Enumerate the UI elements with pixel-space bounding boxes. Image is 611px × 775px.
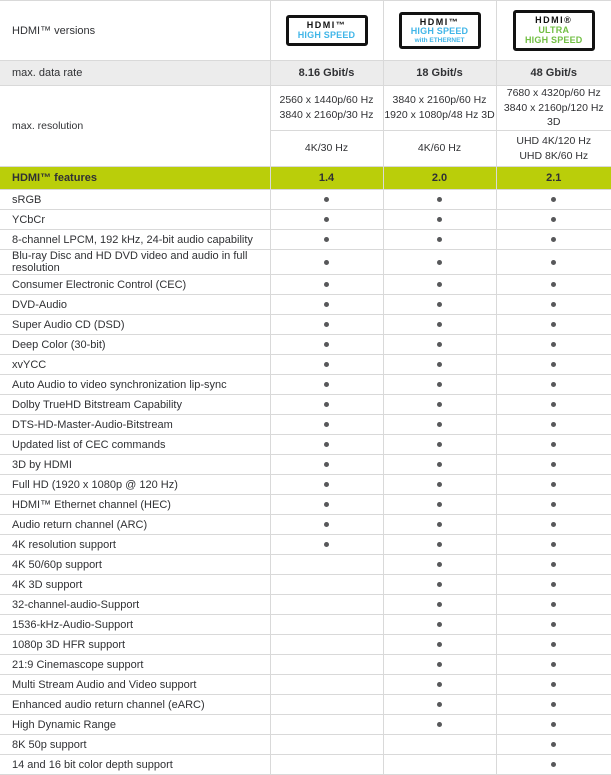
support-dot-icon xyxy=(437,542,442,547)
support-dot-icon xyxy=(324,322,329,327)
support-cell xyxy=(383,355,496,375)
feature-label: Blu-ray Disc and HD DVD video and audio in full resolution xyxy=(0,250,270,275)
support-cell xyxy=(496,275,611,295)
support-cell xyxy=(496,190,611,210)
support-cell xyxy=(496,695,611,715)
support-cell xyxy=(270,415,383,435)
features-body xyxy=(0,190,611,775)
support-dot-icon xyxy=(551,482,556,487)
support-dot-icon xyxy=(437,482,442,487)
data-rate-value: 18 Gbit/s xyxy=(383,61,496,86)
feature-label: Consumer Electronic Control (CEC) xyxy=(0,275,270,295)
support-cell xyxy=(383,495,496,515)
support-dot-icon xyxy=(551,582,556,587)
support-dot-icon xyxy=(551,502,556,507)
support-dot-icon xyxy=(324,542,329,547)
support-dot-icon xyxy=(551,642,556,647)
support-cell xyxy=(270,275,383,295)
feature-label: Audio return channel (ARC) xyxy=(0,515,270,535)
resolution-line: 3840 x 2160p/30 Hz xyxy=(271,108,383,123)
feature-row xyxy=(0,415,611,435)
support-dot-icon xyxy=(551,422,556,427)
badge-subline: with ETHERNET xyxy=(407,37,473,44)
version-value: 2.1 xyxy=(496,167,611,190)
support-dot-icon xyxy=(437,602,442,607)
support-dot-icon xyxy=(437,582,442,587)
feature-row xyxy=(0,495,611,515)
support-cell xyxy=(383,735,496,755)
support-cell xyxy=(270,295,383,315)
hdmi-logo: HDMI™ xyxy=(294,21,360,31)
feature-label: 32-channel-audio-Support xyxy=(0,595,270,615)
resolution-value xyxy=(496,131,611,167)
support-cell xyxy=(383,335,496,355)
feature-label: 3D by HDMI xyxy=(0,455,270,475)
support-cell xyxy=(383,655,496,675)
support-dot-icon xyxy=(437,642,442,647)
support-dot-icon xyxy=(324,482,329,487)
support-dot-icon xyxy=(437,722,442,727)
data-rate-value: 48 Gbit/s xyxy=(496,61,611,86)
support-dot-icon xyxy=(324,522,329,527)
feature-label: DTS-HD-Master-Audio-Bitstream xyxy=(0,415,270,435)
feature-row xyxy=(0,635,611,655)
data-rate-label: max. data rate xyxy=(0,61,270,86)
badge-line: ULTRA xyxy=(521,26,587,36)
support-dot-icon xyxy=(437,260,442,265)
feature-label: Auto Audio to video synchronization lip-sync xyxy=(0,375,270,395)
support-cell xyxy=(383,575,496,595)
support-cell xyxy=(270,675,383,695)
support-dot-icon xyxy=(551,742,556,747)
support-dot-icon xyxy=(551,622,556,627)
support-dot-icon xyxy=(437,362,442,367)
support-dot-icon xyxy=(437,682,442,687)
support-dot-icon xyxy=(551,662,556,667)
feature-label: xvYCC xyxy=(0,355,270,375)
support-cell xyxy=(383,190,496,210)
support-cell xyxy=(496,555,611,575)
feature-label: 4K 3D support xyxy=(0,575,270,595)
support-cell xyxy=(270,335,383,355)
support-cell xyxy=(496,455,611,475)
resolution-value xyxy=(270,86,383,131)
resolution-line: 2560 x 1440p/60 Hz xyxy=(271,93,383,108)
feature-row xyxy=(0,295,611,315)
support-cell xyxy=(270,615,383,635)
hdmi-versions-row xyxy=(0,1,611,61)
support-cell xyxy=(270,395,383,415)
feature-row xyxy=(0,315,611,335)
badge-line: HIGH SPEED xyxy=(521,36,587,46)
resolution-value xyxy=(383,131,496,167)
support-dot-icon xyxy=(551,562,556,567)
support-cell xyxy=(270,535,383,555)
resolution-line: 3840 x 2160p/60 Hz xyxy=(384,93,496,108)
support-dot-icon xyxy=(324,237,329,242)
versions-label: HDMI™ versions xyxy=(0,1,270,61)
support-dot-icon xyxy=(324,362,329,367)
support-dot-icon xyxy=(324,402,329,407)
support-cell xyxy=(496,735,611,755)
support-dot-icon xyxy=(551,682,556,687)
support-cell xyxy=(496,375,611,395)
support-cell xyxy=(270,375,383,395)
feature-row xyxy=(0,455,611,475)
feature-row xyxy=(0,230,611,250)
support-cell xyxy=(383,515,496,535)
support-cell xyxy=(270,515,383,535)
support-cell xyxy=(383,695,496,715)
support-cell xyxy=(270,495,383,515)
support-cell xyxy=(270,210,383,230)
support-dot-icon xyxy=(551,702,556,707)
support-cell xyxy=(496,535,611,555)
support-cell xyxy=(496,335,611,355)
feature-label: HDMI™ Ethernet channel (HEC) xyxy=(0,495,270,515)
support-cell xyxy=(496,515,611,535)
support-cell xyxy=(383,415,496,435)
support-dot-icon xyxy=(324,442,329,447)
feature-label: Enhanced audio return channel (eARC) xyxy=(0,695,270,715)
support-cell xyxy=(383,295,496,315)
support-cell xyxy=(496,495,611,515)
feature-label: High Dynamic Range xyxy=(0,715,270,735)
resolution-label: max. resolution xyxy=(0,86,270,167)
support-cell xyxy=(383,475,496,495)
support-cell xyxy=(270,315,383,335)
hdmi-features-header-row xyxy=(0,167,611,190)
support-cell xyxy=(270,555,383,575)
support-dot-icon xyxy=(551,542,556,547)
support-cell xyxy=(383,615,496,635)
feature-label: 8K 50p support xyxy=(0,735,270,755)
support-cell xyxy=(383,535,496,555)
resolution-line: 3840 x 2160p/120 Hz 3D xyxy=(497,101,611,130)
support-cell xyxy=(496,210,611,230)
support-dot-icon xyxy=(551,322,556,327)
support-dot-icon xyxy=(324,462,329,467)
resolution-line: UHD 4K/120 Hz xyxy=(497,134,611,149)
hdmi-logo: HDMI™ xyxy=(407,18,473,28)
feature-label: Updated list of CEC commands xyxy=(0,435,270,455)
feature-row xyxy=(0,695,611,715)
support-dot-icon xyxy=(551,442,556,447)
support-cell xyxy=(496,475,611,495)
support-cell xyxy=(383,250,496,275)
feature-label: Super Audio CD (DSD) xyxy=(0,315,270,335)
feature-label: 21:9 Cinemascope support xyxy=(0,655,270,675)
support-cell xyxy=(496,615,611,635)
support-dot-icon xyxy=(324,302,329,307)
support-dot-icon xyxy=(551,402,556,407)
support-dot-icon xyxy=(551,722,556,727)
support-cell xyxy=(383,455,496,475)
hdmi-logo: HDMI® xyxy=(521,16,587,26)
feature-label: 1536-kHz-Audio-Support xyxy=(0,615,270,635)
support-dot-icon xyxy=(437,217,442,222)
feature-label: 8-channel LPCM, 192 kHz, 24-bit audio capability xyxy=(0,230,270,250)
support-cell xyxy=(270,755,383,775)
support-dot-icon xyxy=(437,622,442,627)
badge-line: HIGH SPEED xyxy=(294,31,360,41)
feature-row xyxy=(0,250,611,275)
support-dot-icon xyxy=(551,602,556,607)
support-dot-icon xyxy=(437,442,442,447)
support-cell xyxy=(496,435,611,455)
support-dot-icon xyxy=(551,237,556,242)
support-dot-icon xyxy=(437,282,442,287)
support-cell xyxy=(270,455,383,475)
support-cell xyxy=(496,315,611,335)
support-dot-icon xyxy=(551,462,556,467)
support-cell xyxy=(496,575,611,595)
feature-label: YCbCr xyxy=(0,210,270,230)
support-cell xyxy=(270,250,383,275)
support-dot-icon xyxy=(551,522,556,527)
support-cell xyxy=(496,715,611,735)
support-cell xyxy=(270,655,383,675)
feature-label: Dolby TrueHD Bitstream Capability xyxy=(0,395,270,415)
support-dot-icon xyxy=(437,462,442,467)
support-cell xyxy=(496,595,611,615)
support-dot-icon xyxy=(324,382,329,387)
support-dot-icon xyxy=(551,197,556,202)
support-dot-icon xyxy=(551,260,556,265)
support-cell xyxy=(496,635,611,655)
support-dot-icon xyxy=(324,217,329,222)
feature-row xyxy=(0,615,611,635)
support-cell xyxy=(383,675,496,695)
support-dot-icon xyxy=(324,502,329,507)
features-label: HDMI™ features xyxy=(0,167,270,190)
feature-label: 1080p 3D HFR support xyxy=(0,635,270,655)
support-cell xyxy=(496,355,611,375)
resolution-line: 1920 x 1080p/48 Hz 3D xyxy=(384,108,496,123)
feature-label: sRGB xyxy=(0,190,270,210)
support-cell xyxy=(496,250,611,275)
support-dot-icon xyxy=(551,342,556,347)
feature-row xyxy=(0,275,611,295)
support-cell xyxy=(383,395,496,415)
support-dot-icon xyxy=(437,662,442,667)
support-cell xyxy=(270,595,383,615)
support-dot-icon xyxy=(437,382,442,387)
support-cell xyxy=(383,230,496,250)
hdmi-high-speed-badge xyxy=(286,15,368,46)
support-dot-icon xyxy=(437,702,442,707)
support-cell xyxy=(270,475,383,495)
feature-label: Deep Color (30-bit) xyxy=(0,335,270,355)
max-data-rate-row xyxy=(0,61,611,86)
support-cell xyxy=(383,555,496,575)
badge-line: HIGH SPEED xyxy=(407,27,473,37)
support-cell xyxy=(270,695,383,715)
support-dot-icon xyxy=(551,362,556,367)
support-cell xyxy=(383,435,496,455)
resolution-value xyxy=(383,86,496,131)
support-cell xyxy=(496,675,611,695)
support-dot-icon xyxy=(437,502,442,507)
feature-label: DVD-Audio xyxy=(0,295,270,315)
support-cell xyxy=(496,415,611,435)
support-dot-icon xyxy=(551,762,556,767)
feature-row xyxy=(0,535,611,555)
support-dot-icon xyxy=(437,402,442,407)
feature-row xyxy=(0,395,611,415)
version-value: 2.0 xyxy=(383,167,496,190)
support-dot-icon xyxy=(437,562,442,567)
feature-row xyxy=(0,435,611,455)
support-cell xyxy=(270,635,383,655)
feature-label: 14 and 16 bit color depth support xyxy=(0,755,270,775)
feature-row xyxy=(0,555,611,575)
support-cell xyxy=(270,735,383,755)
support-cell xyxy=(270,435,383,455)
support-dot-icon xyxy=(324,422,329,427)
support-dot-icon xyxy=(437,422,442,427)
resolution-line: 4K/60 Hz xyxy=(384,141,496,156)
feature-row xyxy=(0,675,611,695)
support-dot-icon xyxy=(324,282,329,287)
feature-row xyxy=(0,575,611,595)
feature-label: Multi Stream Audio and Video support xyxy=(0,675,270,695)
version-value: 1.4 xyxy=(270,167,383,190)
support-dot-icon xyxy=(551,217,556,222)
resolution-value xyxy=(496,86,611,131)
resolution-line: UHD 8K/60 Hz xyxy=(497,149,611,164)
support-dot-icon xyxy=(551,382,556,387)
feature-label: 4K resolution support xyxy=(0,535,270,555)
support-cell xyxy=(383,595,496,615)
support-cell xyxy=(496,755,611,775)
feature-row xyxy=(0,475,611,495)
support-cell xyxy=(270,230,383,250)
feature-row xyxy=(0,355,611,375)
support-dot-icon xyxy=(324,342,329,347)
feature-row xyxy=(0,375,611,395)
support-dot-icon xyxy=(437,322,442,327)
feature-row xyxy=(0,655,611,675)
support-cell xyxy=(383,375,496,395)
feature-row xyxy=(0,210,611,230)
support-cell xyxy=(383,635,496,655)
support-dot-icon xyxy=(437,522,442,527)
support-cell xyxy=(383,275,496,295)
feature-label: Full HD (1920 x 1080p @ 120 Hz) xyxy=(0,475,270,495)
support-dot-icon xyxy=(437,302,442,307)
support-cell xyxy=(383,210,496,230)
support-dot-icon xyxy=(437,237,442,242)
feature-row xyxy=(0,190,611,210)
support-cell xyxy=(270,715,383,735)
support-dot-icon xyxy=(324,260,329,265)
max-resolution-row-1 xyxy=(0,86,611,131)
support-dot-icon xyxy=(551,302,556,307)
feature-row xyxy=(0,715,611,735)
support-cell xyxy=(496,395,611,415)
high-speed-badge-cell xyxy=(270,1,383,61)
support-cell xyxy=(383,755,496,775)
support-cell xyxy=(383,715,496,735)
feature-label: 4K 50/60p support xyxy=(0,555,270,575)
support-dot-icon xyxy=(437,342,442,347)
resolution-line: 7680 x 4320p/60 Hz xyxy=(497,86,611,101)
hdmi-ultra-high-speed-badge xyxy=(513,10,595,51)
feature-row xyxy=(0,335,611,355)
support-cell xyxy=(270,575,383,595)
support-dot-icon xyxy=(551,282,556,287)
support-cell xyxy=(496,295,611,315)
data-rate-value: 8.16 Gbit/s xyxy=(270,61,383,86)
feature-row xyxy=(0,595,611,615)
support-cell xyxy=(496,230,611,250)
support-cell xyxy=(270,190,383,210)
support-dot-icon xyxy=(437,197,442,202)
support-cell xyxy=(383,315,496,335)
support-dot-icon xyxy=(324,197,329,202)
support-cell xyxy=(496,655,611,675)
feature-row xyxy=(0,515,611,535)
feature-row xyxy=(0,735,611,755)
support-cell xyxy=(270,355,383,375)
hdmi-high-speed-ethernet-badge xyxy=(399,12,481,50)
high-speed-ethernet-badge-cell xyxy=(383,1,496,61)
ultra-high-speed-badge-cell xyxy=(496,1,611,61)
resolution-line: 4K/30 Hz xyxy=(271,141,383,156)
feature-row xyxy=(0,755,611,775)
resolution-value xyxy=(270,131,383,167)
